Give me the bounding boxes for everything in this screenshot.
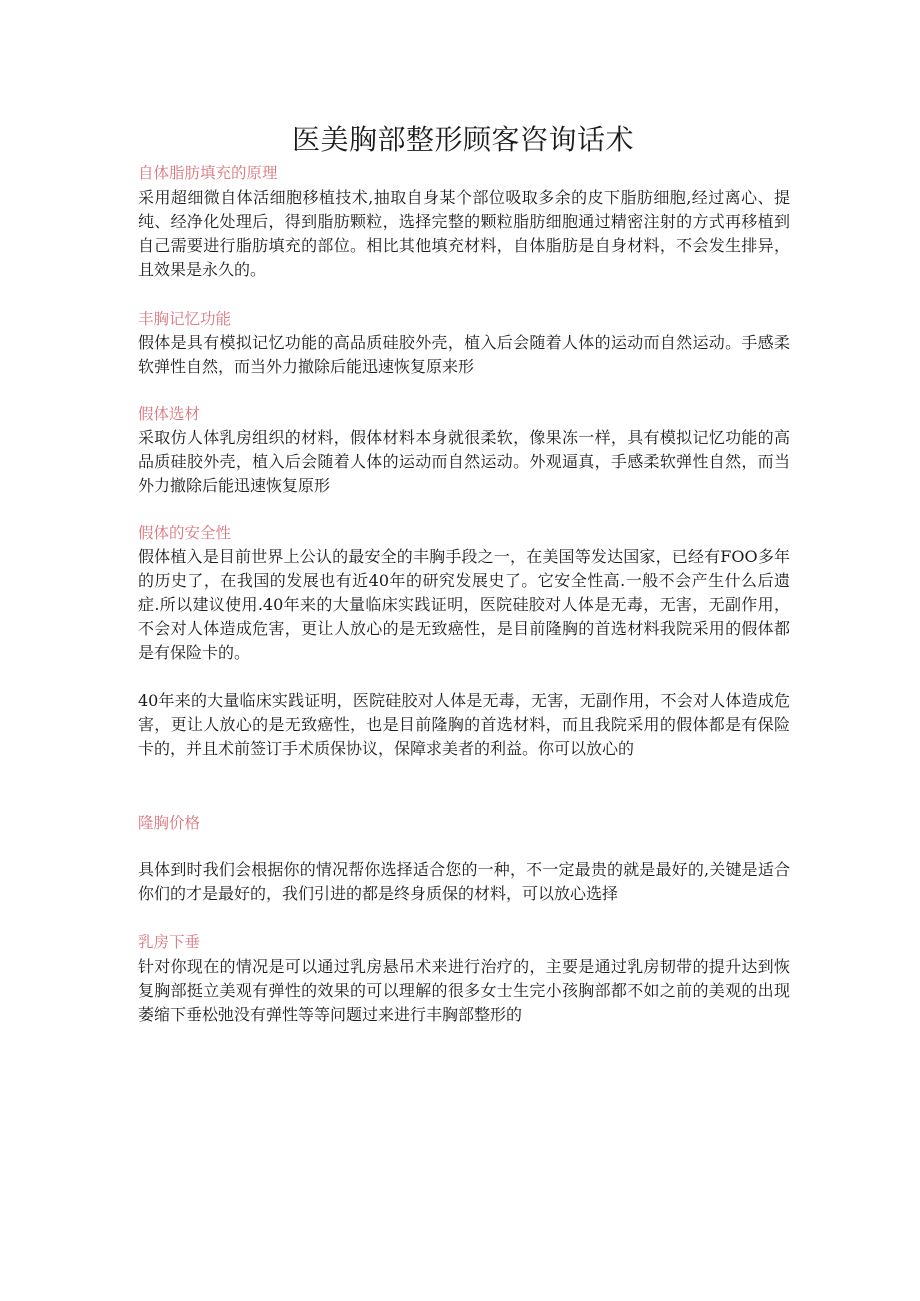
section-heading-implant-material: 假体选材 <box>138 405 201 423</box>
section-paragraph-price: 具体到时我们会根据你的情况帮你选择适合您的一种，不一定最贵的就是最好的,关键是适合你们的才是最好的，我们引进的都是终身质保的材料，可以放心选择 <box>138 860 790 903</box>
section-paragraph-breast-ptosis: 针对你现在的情况是可以通过乳房悬吊术来进行治疗的，主要是通过乳房韧带的提升达到恢复胸部挺立美观有弹性的效果的可以理解的很多女士生完小孩胸部都不如之前的美观的出现萎缩下垂松弛没有弹性等等问题过来进行丰胸部整形的 <box>138 957 790 1024</box>
section-paragraph-implant-material: 采取仿人体乳房组织的材料，假体材料本身就很柔软，像果冻一样，具有模拟记忆功能的高品质硅胶外壳，植入后会随着人体的运动而自然运动。外观逼真，手感柔软弹性自然，而当外力撤除后能迅速恢复原形 <box>138 428 790 495</box>
section-heading-price: 隆胸价格 <box>138 814 201 832</box>
section-paragraph-fat-grafting: 采用超细微自体活细胞移植技术,抽取自身某个部位吸取多余的皮下脂肪细胞,经过离心、提纯、经净化处理后，得到脂肪颗粒，选择完整的颗粒脂肪细胞通过精密注射的方式再移植到自己需要进行脂肪填充的部位。相比其他填充材料，自体脂肪是自身材料，不会发生排异，且效果是永久的。 <box>138 188 790 279</box>
section-paragraph-memory-function: 假体是具有模拟记忆功能的高品质硅胶外壳，植入后会随着人体的运动而自然运动。手感柔软弹性自然，而当外力撤除后能迅速恢复原来形 <box>138 333 790 376</box>
section-heading-implant-safety: 假体的安全性 <box>138 524 232 542</box>
section-paragraph-implant-safety: 假体植入是目前世界上公认的最安全的丰胸手段之一，在美国等发达国家，已经有FOO多年的历史了，在我国的发展也有近40年的研究发展史了。它安全性高.一般不会产生什么后遗症.所以建议使用.40年来的大量临床实践证明，医院硅胶对人体是无毒，无害，无副作用，不会对人体造成危害，更让人放心的是无致癌性，是目前隆胸的首选材料我院采用的假体都是有保险卡的。 <box>138 547 790 662</box>
section-heading-breast-ptosis: 乳房下垂 <box>138 933 201 951</box>
page-title: 医美胸部整形顾客咨询话术 <box>291 123 634 156</box>
section-heading-memory-function: 丰胸记忆功能 <box>138 310 232 328</box>
section-paragraph-implant-safety-2: 40年来的大量临床实践证明，医院硅胶对人体是无毒，无害，无副作用，不会对人体造成危害，更让人放心的是无致癌性，也是目前隆胸的首选材料，而且我院采用的假体都是有保险卡的，并且术前签订手术质保协议，保障求美者的利益。你可以放心的 <box>138 691 790 758</box>
section-heading-fat-grafting: 自体脂肪填充的原理 <box>138 164 278 182</box>
